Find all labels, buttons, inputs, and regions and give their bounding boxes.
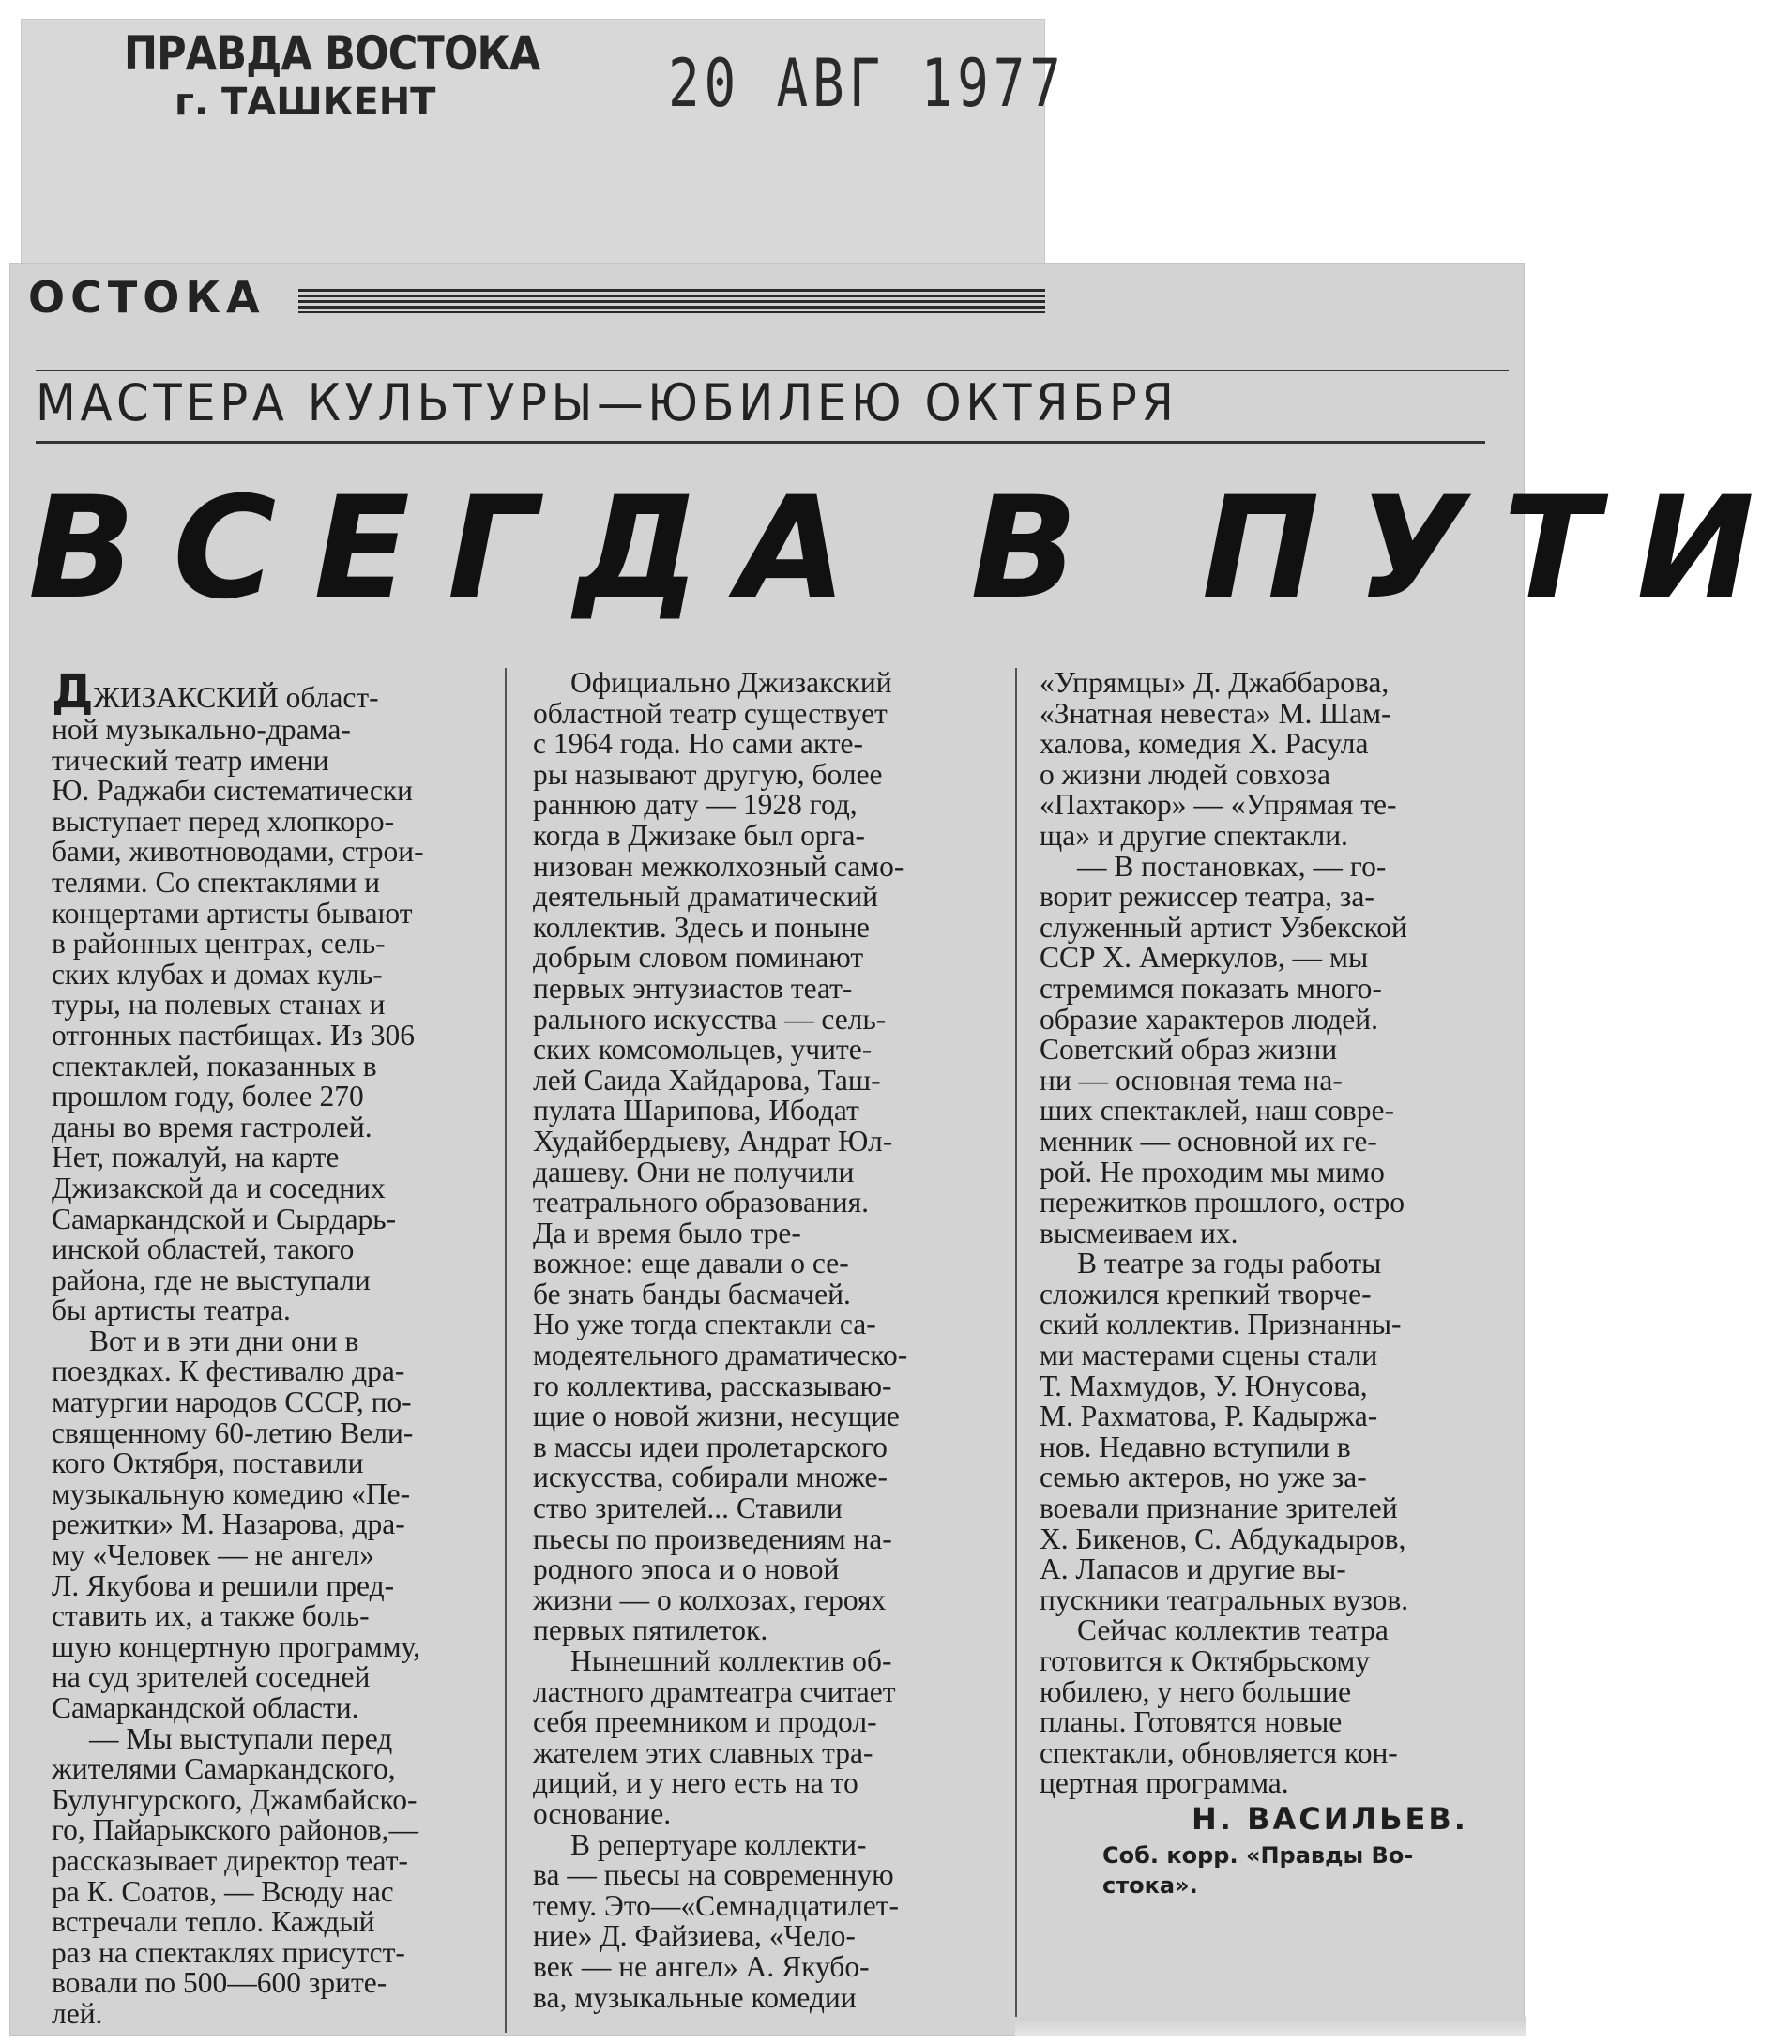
paragraph: — Мы выступали перед жителями Самаркандского, Булунгурского, Джамбайско- го, Пайарыкского районов,— рассказывает директор теат- ра К. Соатов, — Всюду нас встречали тепло. Каждый раз на спектаклях присутст- вовали по 500—600 зрите- лей. [52,1721,419,2030]
paragraph: В репертуаре коллекти- ва — пьесы на современную тему. Это—«Семнадцатилет- ние» Д. Файзиева, «Чело- век — не ангел» А. Якубо- ва, музыкальные комедии [533,1827,899,2014]
author-name: Н. ВАСИЛЬЕВ. [1192,1801,1468,1837]
rubric-top-rule [36,370,1509,371]
article-column-2 [533,668,995,2013]
paragraph: В театре за годы работы сложился крепкий творче- ский коллектив. Признанны- ми мастерами сцены стали Т. Махмудов, У. Юнусова, М. Рахматова, Р. Кадыржа- нов. Недавно вступили в семью актеров, но уже за- воевали признание зрителей Х. Бикенов, С. Абдукадыров, А. Лапасов и другие вы- пускники театральных вузов. [1040,1247,1409,1616]
drop-cap: Д [52,664,94,719]
stamp-date: 20 АВГ 1977 [668,45,1066,122]
article-rubric: МАСТЕРА КУЛЬТУРЫ—ЮБИЛЕЮ ОКТЯБРЯ [36,373,1178,432]
paragraph: ДЖИЗАКСКИЙ област- ной музыкально-драма- тический театр имени Ю. Раджаби систематически выступает перед хлопкоро- бами, животноводами, строи- телями. Со спектаклями и концертами артисты бывают в районных центрах, сель- ских клубах и домах куль- туры, на полевых станах и отгонных пастбищах. Из 306 спектаклей, показанных в прошлом году, более 270 даны во время гастролей. Нет, пожалуй, на карте Джизакской да и соседних Самаркандской и Сырдарь- инской областей, такого района, где не выступали бы артисты театра. [52,664,424,1327]
paragraph: Нынешний коллектив об- ластного драмтеатра считает себя преемником и продол- жателем этих славных тра- диций, и у него есть на то основание. [533,1644,896,1830]
article-column-1 [52,664,485,2030]
paragraph: — В постановках, — го- ворит режиссер театра, за- служенный артист Узбекской ССР Х. Амеркулов, — мы стремимся показать много- образие характеров людей. Советский образ жизни ни — основная тема на- ших спектаклей, наш совре- менник — основной их ге- рой. Не проходим мы мимо пережитков прошлого, остро высмеиваем их. [1040,849,1407,1249]
stamp-newspaper-name: ПРАВДА ВОСТОКА [124,26,540,81]
masthead-rules [298,289,1045,313]
stamp-city: г. ТАШКЕНТ [175,81,436,124]
author-role: Соб. корр. «Правды Во- стока». [1102,1842,1414,1899]
rubric-bottom-rule [36,441,1485,444]
column-divider [505,668,507,2033]
paragraph: Официально Джизакский областной театр существует с 1964 года. Но сами акте- ры называют другую, более раннюю дату — 1928 год, когда в Джизаке был орга- низован межколхозный само- деятельный драматический коллектив. Здесь и поныне добрым словом поминают первых энтузиастов теат- рального искусства — сель- ских комсомольцев, учите- лей Саида Хайдарова, Таш- пулата Шарипова, Ибодат Худайбердыеву, Андрат Юл- дашеву. Они не получили театрального образования. Да и время было тре- вожное: еще давали о се- бе знать банды басмачей. Но уже тогда спектакли са- модеятельного драматическо- го коллектива, рассказываю- щие о новой жизни, несущие в массы идеи пролетарского искусства, собирали множе- ство зрителей... Ставили пьесы по произведениям на- родного эпоса и о новой жизни — о колхозах, героях первых пятилеток. [533,666,908,1647]
article-column-3 [1040,668,1481,1799]
masthead-fragment: ОСТОКА [28,272,266,323]
article-headline: ВСЕГДА В ПУТИ [28,467,1792,630]
column-divider [1015,668,1017,2033]
paragraph: «Упрямцы» Д. Джаббарова, «Знатная невеста» М. Шам- халова, комедия Х. Расула о жизни людей совхоза «Пахтакор» — «Упрямая те- ща» и другие спектакли. [1040,666,1397,852]
paragraph: Вот и в эти дни они в поездках. К фестивалю дра- матургии народов СССР, по- священному 60-летию Вели- кого Октября, поставили музыкальную комедию «Пе- режитки» М. Назарова, дра- му «Человек — не ангел» Л. Якубова и решили пред- ставить их, а также боль- шую концертную программу, на суд зрителей соседней Самаркандской области. [52,1324,421,1724]
paragraph: Сейчас коллектив театра готовится к Октябрьскому юбилею, у него большие планы. Готовятся новые спектакли, обновляется кон- цертная программа. [1040,1613,1398,1800]
paper-edge [1015,2017,1526,2036]
